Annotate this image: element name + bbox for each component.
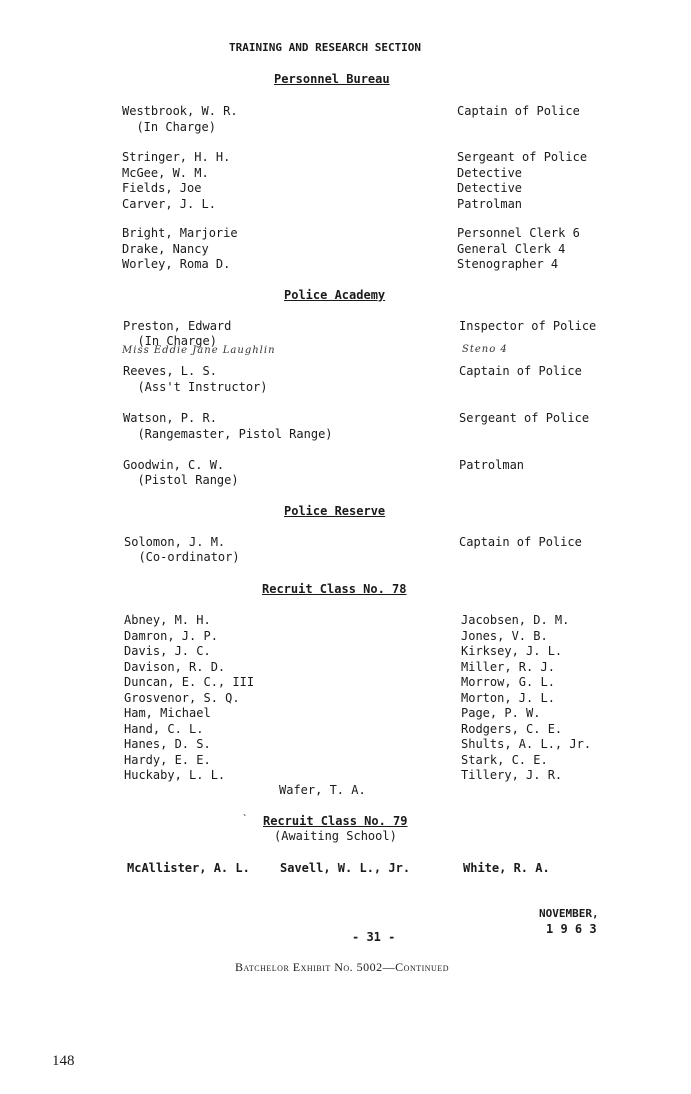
title-line: General Clerk 4	[457, 241, 566, 256]
pb-group2-titles	[457, 150, 587, 212]
goodwin-title: Patrolman	[459, 458, 525, 472]
list-item: Stark, C. E.	[461, 752, 548, 767]
recruit-78-right-column	[461, 613, 591, 784]
police-academy-heading: Police Academy	[284, 288, 386, 302]
name-line: McGee, W. M.	[122, 165, 209, 180]
recruit-79-sub: (Awaiting School)	[274, 829, 397, 843]
recruit-79-name: Savell, W. L., Jr.	[280, 861, 411, 875]
preston-name: Preston, Edward	[123, 319, 232, 333]
name-line: Westbrook, W. R.	[122, 104, 238, 118]
pb-group2-names	[122, 150, 230, 212]
list-item: Morton, J. L.	[461, 690, 555, 705]
date-month: NOVEMBER,	[539, 907, 599, 920]
exhibit-caption: Batchelor Exhibit No. 5002—Continued	[235, 960, 449, 974]
list-item: Jacobsen, D. M.	[461, 613, 570, 627]
list-item: Duncan, E. C., III	[124, 675, 255, 689]
recruit-78-left-column	[124, 613, 254, 784]
volume-page-number: 148	[52, 1053, 75, 1069]
preston-title: Inspector of Police	[459, 319, 597, 333]
list-item: Shults, A. L., Jr.	[461, 737, 592, 751]
list-item: Davis, J. C.	[124, 644, 211, 658]
preston-sub: (In Charge)	[123, 334, 217, 348]
name-sub-line: (In Charge)	[122, 119, 216, 134]
title-line: Patrolman	[457, 196, 523, 211]
personnel-bureau-heading: Personnel Bureau	[274, 72, 390, 86]
handwritten-title: Steno 4	[462, 344, 508, 355]
list-item: Tillery, J. R.	[461, 768, 563, 782]
list-item: Rodgers, C. E.	[461, 721, 563, 736]
recruit-79-name: White, R. A.	[463, 861, 550, 875]
watson-name: Watson, P. R.	[123, 411, 217, 425]
title-line: Captain of Police	[457, 104, 580, 118]
list-item: Kirksey, J. L.	[461, 644, 563, 658]
solomon-title: Captain of Police	[459, 535, 582, 549]
date-year: 1 9 6 3	[546, 922, 597, 936]
reeves-name: Reeves, L. S.	[123, 364, 217, 378]
name-line: Drake, Nancy	[122, 241, 209, 256]
list-item: Damron, J. P.	[124, 628, 218, 643]
pb-group1-names	[122, 104, 238, 135]
goodwin-name: Goodwin, C. W.	[123, 458, 225, 472]
title-line: Detective	[457, 181, 523, 195]
list-item: Abney, M. H.	[124, 613, 211, 627]
list-item: Page, P. W.	[461, 706, 541, 720]
goodwin-sub: (Pistol Range)	[123, 473, 239, 487]
list-item: Hardy, E. E.	[124, 752, 211, 767]
page-number: - 31 -	[352, 930, 396, 944]
name-line: Stringer, H. H.	[122, 150, 231, 164]
police-reserve-heading: Police Reserve	[284, 504, 386, 518]
pb-group1-titles	[457, 104, 580, 120]
name-line: Fields, Joe	[122, 181, 202, 195]
pb-group3-names	[122, 226, 238, 273]
list-item: Ham, Michael	[124, 706, 211, 720]
name-line: Bright, Marjorie	[122, 226, 238, 240]
title-line: Sergeant of Police	[457, 150, 588, 164]
title-line: Personnel Clerk 6	[457, 226, 580, 240]
name-line: Worley, Roma D.	[122, 257, 231, 271]
list-item: Jones, V. B.	[461, 628, 548, 643]
recruit-79-name: McAllister, A. L.	[127, 861, 250, 875]
title-line: Detective	[457, 165, 523, 180]
solomon-name: Solomon, J. M.	[124, 535, 226, 549]
watson-sub: (Rangemaster, Pistol Range)	[123, 427, 333, 441]
reeves-title: Captain of Police	[459, 364, 582, 378]
recruit-78-heading: Recruit Class No. 78	[262, 582, 407, 596]
tick-mark: `	[242, 814, 249, 825]
list-item: Hand, C. L.	[124, 721, 204, 736]
list-item: Morrow, G. L.	[461, 675, 555, 689]
section-title: TRAINING AND RESEARCH SECTION	[229, 41, 422, 54]
recruit-79-heading: Recruit Class No. 79	[263, 814, 408, 828]
list-item: Miller, R. J.	[461, 659, 555, 674]
list-item: Grosvenor, S. Q.	[124, 690, 240, 705]
list-item: Davison, R. D.	[124, 659, 226, 674]
reeves-sub: (Ass't Instructor)	[123, 380, 268, 394]
recruit-78-last: Wafer, T. A.	[279, 783, 366, 797]
solomon-sub: (Co-ordinator)	[124, 550, 240, 564]
watson-title: Sergeant of Police	[459, 411, 590, 425]
handwritten-name: Miss Eddie Jane Laughlin	[122, 345, 276, 356]
name-line: Carver, J. L.	[122, 196, 216, 211]
list-item: Hanes, D. S.	[124, 737, 211, 751]
pb-group3-titles	[457, 226, 580, 273]
title-line: Stenographer 4	[457, 257, 559, 271]
list-item: Huckaby, L. L.	[124, 768, 226, 782]
